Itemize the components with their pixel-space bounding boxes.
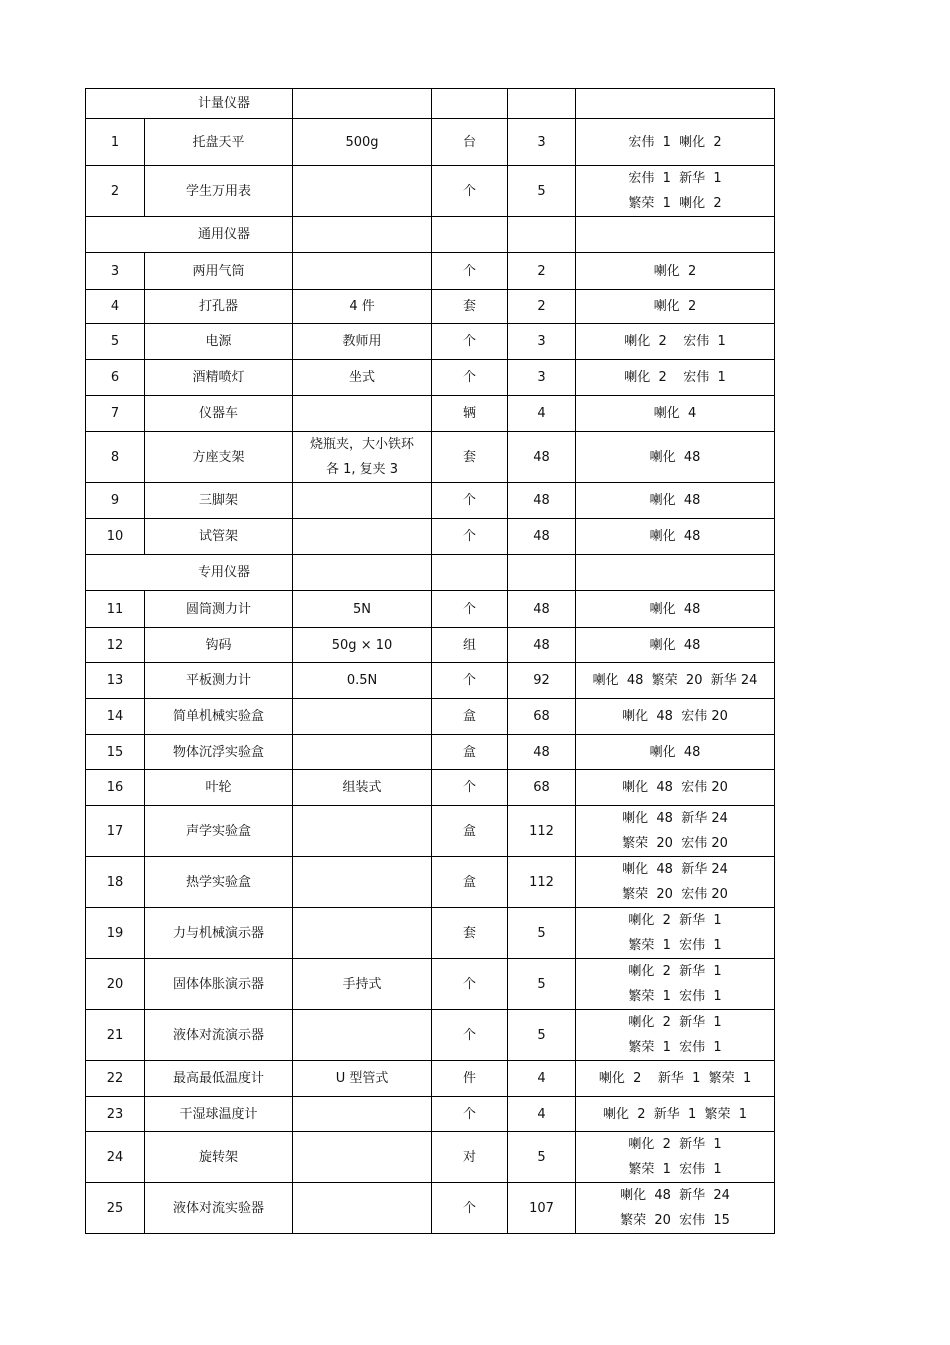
row-number: 3 (86, 253, 145, 290)
table-body (86, 89, 775, 1234)
note-text: 喇化 2 新华 1 繁荣 1 (602, 1106, 748, 1122)
item-name: 液体对流实验器 (145, 1183, 293, 1234)
item-unit: 个 (432, 483, 508, 519)
item-name: 热学实验盒 (145, 857, 293, 908)
empty-cell (576, 555, 775, 591)
item-spec: 0.5N (293, 663, 432, 699)
item-spec (293, 857, 432, 908)
item-name: 平板测力计 (145, 663, 293, 699)
table-row (86, 119, 775, 166)
item-name: 钩码 (145, 628, 293, 663)
item-allocation (576, 1061, 775, 1097)
table-row (86, 857, 775, 908)
table-row (86, 432, 775, 483)
item-allocation (576, 806, 775, 857)
item-unit: 个 (432, 770, 508, 806)
note-line (576, 329, 774, 354)
item-quantity: 112 (508, 857, 576, 908)
item-quantity: 5 (508, 908, 576, 959)
item-spec: 5N (293, 591, 432, 628)
item-spec (293, 1183, 432, 1234)
item-quantity: 68 (508, 699, 576, 735)
table-row (86, 806, 775, 857)
row-number: 9 (86, 483, 145, 519)
row-number: 10 (86, 519, 145, 555)
table-row (86, 396, 775, 432)
item-allocation (576, 119, 775, 166)
note-text: 繁荣 1 宏伟 1 (628, 1162, 722, 1177)
item-name: 方座支架 (145, 432, 293, 483)
note-line (576, 259, 774, 284)
table-row (86, 1097, 775, 1132)
item-unit: 对 (432, 1132, 508, 1183)
section-label: 通用仪器 (86, 217, 293, 253)
note-text: 喇化 4 (653, 406, 697, 421)
item-allocation (576, 432, 775, 483)
note-text: 喇化 48 (649, 449, 701, 465)
item-name: 酒精喷灯 (145, 360, 293, 396)
note-line (576, 959, 774, 984)
item-spec (293, 1010, 432, 1061)
row-number: 19 (86, 908, 145, 959)
item-allocation (576, 591, 775, 628)
table-row (86, 166, 775, 217)
note-line (576, 166, 774, 191)
note-line (576, 775, 774, 800)
item-unit: 个 (432, 253, 508, 290)
item-allocation (576, 628, 775, 663)
note-text: 喇化 48 新华 24 (622, 862, 728, 877)
item-allocation (576, 959, 775, 1010)
item-quantity: 107 (508, 1183, 576, 1234)
section-label: 专用仪器 (86, 555, 293, 591)
note-line (576, 1035, 774, 1060)
note-line (576, 908, 774, 933)
note-text: 繁荣 20 宏伟 15 (620, 1213, 730, 1228)
table-row (86, 628, 775, 663)
item-spec: 50g × 10 (293, 628, 432, 663)
table-row (86, 1183, 775, 1234)
note-line (576, 445, 774, 470)
row-number: 13 (86, 663, 145, 699)
item-unit: 台 (432, 119, 508, 166)
section-row (86, 89, 775, 119)
table-row (86, 253, 775, 290)
item-unit: 盒 (432, 735, 508, 770)
note-text: 喇化 48 (649, 601, 701, 617)
row-number: 7 (86, 396, 145, 432)
spec-line (293, 457, 431, 482)
item-name: 简单机械实验盒 (145, 699, 293, 735)
item-quantity: 2 (508, 253, 576, 290)
row-number: 14 (86, 699, 145, 735)
item-name: 物体沉浮实验盒 (145, 735, 293, 770)
note-line (576, 294, 774, 319)
item-spec (293, 908, 432, 959)
item-unit: 盒 (432, 699, 508, 735)
item-spec: 坐式 (293, 360, 432, 396)
empty-cell (508, 89, 576, 119)
note-text: 喇化 2 新华 1 繁荣 1 (598, 1071, 752, 1086)
item-unit: 个 (432, 1097, 508, 1132)
row-number: 25 (86, 1183, 145, 1234)
item-name: 两用气筒 (145, 253, 293, 290)
note-text: 宏伟 1 新华 1 (628, 171, 722, 186)
note-line (576, 933, 774, 958)
empty-cell (508, 555, 576, 591)
note-text: 繁荣 1 宏伟 1 (628, 989, 722, 1004)
item-spec: 教师用 (293, 324, 432, 360)
note-text: 喇化 2 新华 1 (628, 1015, 722, 1030)
item-quantity: 48 (508, 628, 576, 663)
item-unit: 个 (432, 519, 508, 555)
table-row (86, 699, 775, 735)
item-quantity: 5 (508, 166, 576, 217)
item-unit: 个 (432, 959, 508, 1010)
item-quantity: 4 (508, 396, 576, 432)
empty-cell (432, 89, 508, 119)
note-text: 喇化 2 新华 1 (628, 913, 722, 928)
note-line (576, 1157, 774, 1182)
note-text: 繁荣 1 喇化 2 (628, 196, 722, 211)
item-name: 三脚架 (145, 483, 293, 519)
item-name: 叶轮 (145, 770, 293, 806)
item-name: 力与机械演示器 (145, 908, 293, 959)
item-name: 试管架 (145, 519, 293, 555)
row-number: 18 (86, 857, 145, 908)
item-quantity: 48 (508, 483, 576, 519)
item-unit: 盒 (432, 806, 508, 857)
item-allocation (576, 290, 775, 324)
item-quantity: 48 (508, 591, 576, 628)
note-text: 繁荣 20 宏伟 20 (622, 836, 728, 851)
note-line (576, 704, 774, 729)
note-line (576, 597, 774, 622)
note-text: 喇化 2 宏伟 1 (624, 334, 726, 349)
item-unit: 套 (432, 290, 508, 324)
row-number: 1 (86, 119, 145, 166)
note-text: 繁荣 1 宏伟 1 (628, 938, 722, 953)
item-unit: 个 (432, 360, 508, 396)
item-allocation (576, 324, 775, 360)
item-quantity: 5 (508, 1010, 576, 1061)
item-quantity: 48 (508, 735, 576, 770)
item-spec (293, 432, 432, 483)
row-number: 22 (86, 1061, 145, 1097)
spec-text: 烧瓶夹，大小铁环 (310, 437, 415, 452)
row-number: 15 (86, 735, 145, 770)
item-quantity: 5 (508, 959, 576, 1010)
table-row (86, 1010, 775, 1061)
empty-cell (432, 217, 508, 253)
item-unit: 套 (432, 432, 508, 483)
item-allocation (576, 1183, 775, 1234)
item-name: 旋转架 (145, 1132, 293, 1183)
item-unit: 个 (432, 166, 508, 217)
note-line (576, 806, 774, 831)
item-unit: 辆 (432, 396, 508, 432)
note-text: 繁荣 1 宏伟 1 (628, 1040, 722, 1055)
item-unit: 个 (432, 324, 508, 360)
item-spec (293, 519, 432, 555)
item-spec (293, 396, 432, 432)
note-text: 喇化 2 (653, 299, 697, 314)
item-name: 圆筒测力计 (145, 591, 293, 628)
spec-text: 各 1, 复夹 3 (325, 462, 399, 477)
item-allocation (576, 735, 775, 770)
empty-cell (576, 217, 775, 253)
item-allocation (576, 483, 775, 519)
item-spec (293, 1132, 432, 1183)
table-row (86, 591, 775, 628)
item-spec: 手持式 (293, 959, 432, 1010)
item-spec: 500g (293, 119, 432, 166)
note-text: 喇化 48 繁荣 20 新华 24 (592, 673, 758, 688)
note-text: 喇化 48 宏伟 20 (622, 780, 728, 795)
item-spec: 组装式 (293, 770, 432, 806)
note-line (576, 401, 774, 426)
row-number: 12 (86, 628, 145, 663)
note-text: 喇化 48 新华 24 (620, 1188, 730, 1203)
note-line (576, 882, 774, 907)
note-text: 喇化 48 宏伟 20 (622, 709, 728, 724)
row-number: 4 (86, 290, 145, 324)
table-row (86, 663, 775, 699)
note-line (576, 1132, 774, 1157)
table-row (86, 908, 775, 959)
item-allocation (576, 1097, 775, 1132)
item-quantity: 4 (508, 1061, 576, 1097)
empty-cell (432, 555, 508, 591)
item-unit: 组 (432, 628, 508, 663)
note-text: 繁荣 20 宏伟 20 (622, 887, 728, 902)
item-unit: 件 (432, 1061, 508, 1097)
note-text: 喇化 48 (649, 744, 701, 760)
item-name: 最高最低温度计 (145, 1061, 293, 1097)
note-line (576, 740, 774, 765)
note-line (576, 488, 774, 513)
spec-line (293, 432, 431, 457)
item-unit: 个 (432, 663, 508, 699)
empty-cell (576, 89, 775, 119)
note-line (576, 831, 774, 856)
note-line (576, 130, 774, 155)
table-row (86, 519, 775, 555)
item-allocation (576, 396, 775, 432)
empty-cell (293, 217, 432, 253)
item-allocation (576, 770, 775, 806)
item-spec (293, 735, 432, 770)
item-quantity: 5 (508, 1132, 576, 1183)
item-name: 仪器车 (145, 396, 293, 432)
note-line (576, 857, 774, 882)
table-row (86, 959, 775, 1010)
item-name: 干湿球温度计 (145, 1097, 293, 1132)
item-allocation (576, 253, 775, 290)
row-number: 8 (86, 432, 145, 483)
note-text: 喇化 48 (649, 493, 701, 508)
row-number: 20 (86, 959, 145, 1010)
note-line (576, 1010, 774, 1035)
item-quantity: 3 (508, 119, 576, 166)
row-number: 5 (86, 324, 145, 360)
item-allocation (576, 663, 775, 699)
row-number: 23 (86, 1097, 145, 1132)
note-text: 喇化 48 (649, 637, 701, 653)
table-row (86, 290, 775, 324)
note-line (576, 191, 774, 216)
empty-cell (293, 89, 432, 119)
item-allocation (576, 1132, 775, 1183)
row-number: 11 (86, 591, 145, 628)
note-text: 喇化 2 宏伟 1 (624, 370, 726, 385)
item-spec (293, 483, 432, 519)
table-row (86, 735, 775, 770)
note-line (576, 1183, 774, 1208)
item-quantity: 48 (508, 432, 576, 483)
note-text: 喇化 48 (649, 529, 701, 544)
table-row (86, 360, 775, 396)
note-line (576, 668, 774, 693)
section-row (86, 217, 775, 253)
note-text: 喇化 2 新华 1 (628, 964, 722, 979)
item-name: 液体对流演示器 (145, 1010, 293, 1061)
item-quantity: 4 (508, 1097, 576, 1132)
section-row (86, 555, 775, 591)
item-allocation (576, 908, 775, 959)
row-number: 6 (86, 360, 145, 396)
item-unit: 个 (432, 591, 508, 628)
note-line (576, 984, 774, 1009)
item-allocation (576, 519, 775, 555)
item-name: 打孔器 (145, 290, 293, 324)
item-quantity: 112 (508, 806, 576, 857)
row-number: 17 (86, 806, 145, 857)
item-quantity: 48 (508, 519, 576, 555)
table-row (86, 1061, 775, 1097)
item-quantity: 2 (508, 290, 576, 324)
item-unit: 个 (432, 1183, 508, 1234)
item-spec: 4 件 (293, 290, 432, 324)
item-allocation (576, 360, 775, 396)
row-number: 2 (86, 166, 145, 217)
note-line (576, 1102, 774, 1127)
note-text: 喇化 48 新华 24 (622, 811, 728, 826)
note-line (576, 1208, 774, 1233)
item-allocation (576, 166, 775, 217)
section-label: 计量仪器 (86, 89, 293, 119)
item-unit: 个 (432, 1010, 508, 1061)
note-line (576, 365, 774, 390)
row-number: 16 (86, 770, 145, 806)
item-unit: 套 (432, 908, 508, 959)
table-row (86, 1132, 775, 1183)
item-spec (293, 806, 432, 857)
item-spec (293, 253, 432, 290)
item-spec: U 型管式 (293, 1061, 432, 1097)
item-name: 声学实验盒 (145, 806, 293, 857)
note-line (576, 1066, 774, 1091)
note-line (576, 633, 774, 658)
note-text: 宏伟 1 喇化 2 (628, 134, 722, 150)
item-name: 固体体胀演示器 (145, 959, 293, 1010)
item-allocation (576, 699, 775, 735)
item-spec (293, 699, 432, 735)
item-spec (293, 166, 432, 217)
equipment-table (85, 88, 775, 1234)
item-name: 托盘天平 (145, 119, 293, 166)
item-name: 电源 (145, 324, 293, 360)
table-row (86, 324, 775, 360)
item-allocation (576, 1010, 775, 1061)
row-number: 21 (86, 1010, 145, 1061)
item-quantity: 3 (508, 360, 576, 396)
item-name: 学生万用表 (145, 166, 293, 217)
table-row (86, 770, 775, 806)
item-quantity: 3 (508, 324, 576, 360)
row-number: 24 (86, 1132, 145, 1183)
item-allocation (576, 857, 775, 908)
note-line (576, 524, 774, 549)
table-row (86, 483, 775, 519)
item-unit: 盒 (432, 857, 508, 908)
item-quantity: 68 (508, 770, 576, 806)
empty-cell (508, 217, 576, 253)
note-text: 喇化 2 (653, 263, 697, 279)
item-spec (293, 1097, 432, 1132)
empty-cell (293, 555, 432, 591)
note-text: 喇化 2 新华 1 (628, 1137, 722, 1152)
item-quantity: 92 (508, 663, 576, 699)
